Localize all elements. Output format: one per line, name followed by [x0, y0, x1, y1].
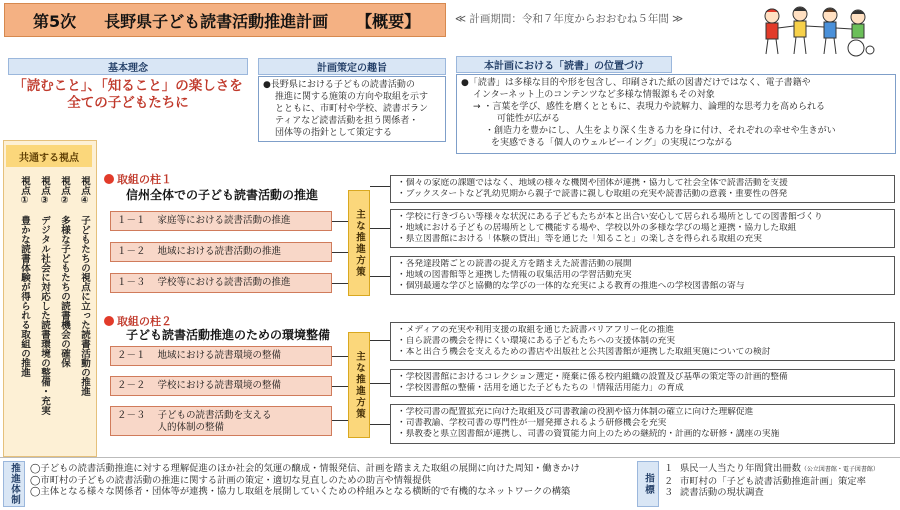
basic-line2: 全ての子どもたちに	[67, 95, 189, 111]
reading-line2: インターネット上のコンテンツなど多様な情報源もその対象	[473, 90, 715, 100]
pillar1-policy-box-2: ・学校に行きづらい等様々な状況にある子どもたちが本と出合い安心して居られる場所としての図書館づくり ・地域における子どもの居場所として機能する場や、学校以外の多様な学びの場と連携・協力した取組 ・県立図書館における「体験の貸出」等を通じた「知ること」の楽しさを得られる取組の充実	[390, 209, 895, 248]
pillar2-item-2: ２－２ 学校における読書環境の整備	[110, 376, 332, 396]
indicator-item: ３ 読書活動の現状調査	[664, 487, 764, 498]
pillar1-policy-box-1: ・個々の家庭の課題ではなく、地域の様々な機関や団体が連携・協力して社会全体で読書活動を支援 ・ブックスタートなど乳幼児期から親子で読書に親しむ取組の充実や読書活動の意義・重要性の啓発	[390, 175, 895, 203]
pillar1-policy-box-3: ・各発達段階ごとの読書の捉え方を踏まえた読書活動の展開 ・地域の図書館等と連携した情報の収集活用の学習活動充実 ・個別最適な学びと協働的な学びの一体的な充実による教育の推進への学校図書館の寄与	[390, 256, 895, 295]
pillar1-main-policy-label: 主な推進方策	[348, 190, 370, 296]
common-perspectives-header: 共通する視点	[6, 145, 92, 167]
connector	[370, 186, 390, 187]
plan-period: ≪ 計画期間：令和７年度からおおむね５年間 ≫	[455, 13, 684, 25]
pillar2-policy-box-1: ・メディアの充実や利用支援の取組を通じた読書バリアフリー化の推進 ・自ら読書の機会を得にくい環境にある子どもたちへの支援体制の充実 ・本と出合う機会を支えるための書店や出版社と公共図書館が連携した取組実施についての検討	[390, 322, 895, 361]
pillar2-main-policy-label: 主な推進方策	[348, 332, 370, 438]
perspective-2: 視点② 多様な子どもたちの読書機会の確保	[59, 176, 70, 368]
pillar1-item-3: １－３ 学校等における読書活動の推進	[110, 273, 332, 293]
purpose-line: とともに、市町村や学校、読書ボラン	[275, 104, 429, 114]
indicators-list	[664, 463, 898, 499]
connector	[332, 283, 348, 284]
connector	[332, 252, 348, 253]
title-part1: 第5次	[33, 11, 77, 31]
basic-philosophy-text	[8, 78, 248, 112]
indicators-label: 指標	[637, 461, 659, 507]
pillar1-title: 信州全体での子ども読書活動の推進	[126, 188, 319, 202]
pillar2-policy-box-2: ・学校図書館におけるコレクション選定・廃棄に係る校内組織の設置及び基準の策定等の計画的整備 ・学校図書館の整備・活用を通じた子どもたちの「情報活用能力」の育成	[390, 369, 895, 397]
perspective-4: 視点④ 子どもたちの視点に立った読書活動の推進	[79, 176, 90, 396]
divider	[0, 457, 900, 458]
perspective-3: 視点③ デジタル社会に対応した読書環境の整備・充実	[39, 176, 50, 415]
connector	[370, 424, 390, 425]
promotion-system-text: ◯子どもの読書活動推進に対する理解促進のほか社会的気運の醸成・情報発信、計画を踏まえた取組の展開に向けた周知・働きかけ ◯市町村の子どもの読書活動の推進に関する計画の策定・適切な見直しのための助言や情報提供 ◯主体となる様々な関係者・団体等が連携・協力し取組を展開していくための枠組みとなる横断的で有機的なネットワークの構築	[30, 463, 580, 497]
reading-line6: を実感できる「個人のウェルビーイング」の実現につながる	[491, 138, 733, 148]
basic-philosophy-header: 基本理念	[8, 58, 248, 75]
pillar1-label: 取組の柱１	[104, 168, 172, 187]
purpose-line: ティアなど読書活動を担う関係者・	[275, 116, 419, 126]
title-part2: 長野県子ども読書活動推進計画	[104, 11, 329, 31]
page-title	[4, 3, 446, 37]
connector	[332, 356, 348, 357]
purpose-line: 団体等の指針として策定する	[275, 128, 393, 138]
children-illustration-icon	[758, 4, 884, 60]
purpose-header: 計画策定の趣旨	[258, 58, 446, 75]
connector	[332, 420, 348, 421]
connector	[370, 228, 390, 229]
connector	[370, 276, 390, 277]
pillar2-item-3: ２－３ 子どもの読書活動を支える 人的体制の整備	[110, 406, 332, 436]
reading-line3: → ・言葉を学び、感性を磨くとともに、表現力や読解力、論理的な思考力を高められる	[473, 102, 826, 112]
reading-line5: ・創造力を豊かにし、人生をより深く生きる力を身に付け、それぞれの幸せや生きがい	[485, 126, 836, 136]
pillar2-label: 取組の柱２	[104, 310, 172, 329]
pillar2-title: 子ども読書活動推進のための環境整備	[126, 328, 331, 342]
red-circle-icon	[104, 174, 114, 184]
connector	[332, 386, 348, 387]
reading-line1: ●「読書」は多様な目的や形を包含し、印刷された紙の図書だけではなく、電子書籍や	[461, 78, 811, 88]
pillar2-policy-box-3: ・学校司書の配置拡充に向けた取組及び司書教諭の役割や協力体制の確立に向けた理解促進 ・司書教諭、学校司書の専門性が一層発揮されるよう研修機会を充実 ・県教委と県立図書館が連携し、司書の資質能力向上のための継続的・計画的な研修・講座の実施	[390, 404, 895, 444]
reading-position-box	[456, 74, 896, 154]
pillar2-item-1: ２－１ 地域における読書環境の整備	[110, 346, 332, 366]
basic-line1: 「読むこと」、「知ること」の楽しさを	[13, 78, 243, 94]
purpose-line: ●長野県における子どもの読書活動の	[263, 80, 415, 90]
purpose-line: 推進に関する施策の方向や取組を示す	[275, 92, 429, 102]
red-circle-icon	[104, 316, 114, 326]
reading-line4: 可能性が広がる	[497, 114, 561, 124]
pillar1-item-1: １－１ 家庭等における読書活動の推進	[110, 211, 332, 231]
indicator-item: ２ 市町村の「子ども読書活動推進計画」策定率	[664, 475, 866, 487]
perspective-1: 視点① 豊かな読書体験が得られる取組の推進	[19, 176, 30, 377]
connector	[370, 383, 390, 384]
pillar1-item-2: １－２ 地域における読書活動の推進	[110, 242, 332, 262]
purpose-box	[258, 76, 446, 142]
promotion-system-label: 推進体制	[3, 461, 25, 507]
connector	[332, 221, 348, 222]
title-part3: 【概要】	[356, 11, 421, 31]
connector	[370, 340, 390, 341]
indicator-item: １ 県民一人当たり年間貸出冊数（公立図書館・電子図書館）	[664, 463, 879, 474]
reading-position-header: 本計画における「読書」の位置づけ	[456, 56, 672, 73]
